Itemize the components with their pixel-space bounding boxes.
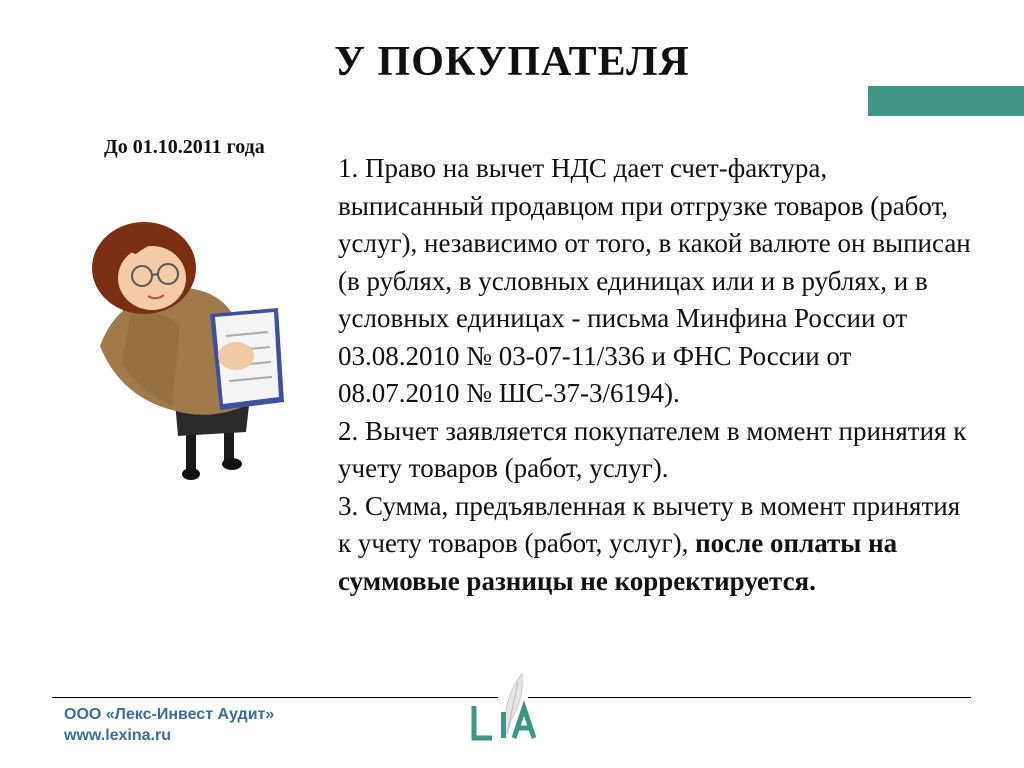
date-label: До 01.10.2011 года — [104, 136, 265, 158]
footer-divider-left — [52, 697, 498, 698]
company-info — [64, 704, 274, 746]
body-text — [338, 150, 978, 600]
footer-divider-right — [528, 697, 971, 698]
point-3-bold: после оплаты на суммовые разницы не корректируется. — [338, 528, 898, 596]
point-3 — [338, 488, 978, 601]
company-name: ООО «Лекс-Инвест Аудит» — [64, 706, 275, 723]
company-website: www.lexina.ru — [64, 727, 171, 744]
point-2: 2. Вычет заявляется покупателем в момент принятия к учету товаров (работ, услуг). — [338, 415, 967, 483]
point-3-text: 3. Сумма, предъявленная к вычету в момент принятия к учету товаров (работ, услуг), — [338, 490, 961, 558]
lia-logo — [462, 668, 546, 748]
slide-title: У ПОКУПАТЕЛЯ — [334, 39, 690, 85]
accent-bar — [868, 86, 1024, 116]
point-1: 1. Право на вычет НДС дает счет-фактура, выписанный продавцом при отгрузке товаров (работ, услуг), независимо от того, в какой валюте он выписан (в рублях, в условных единицах или и в рублях, и в условных единицах - письма Минфина России от 03.08.2010 № 03-07-11/336 и ФНС России от 08.07.2010 № ШС-37-3/6194). — [338, 153, 971, 408]
woman-with-clipboard-illustration — [60, 196, 320, 486]
